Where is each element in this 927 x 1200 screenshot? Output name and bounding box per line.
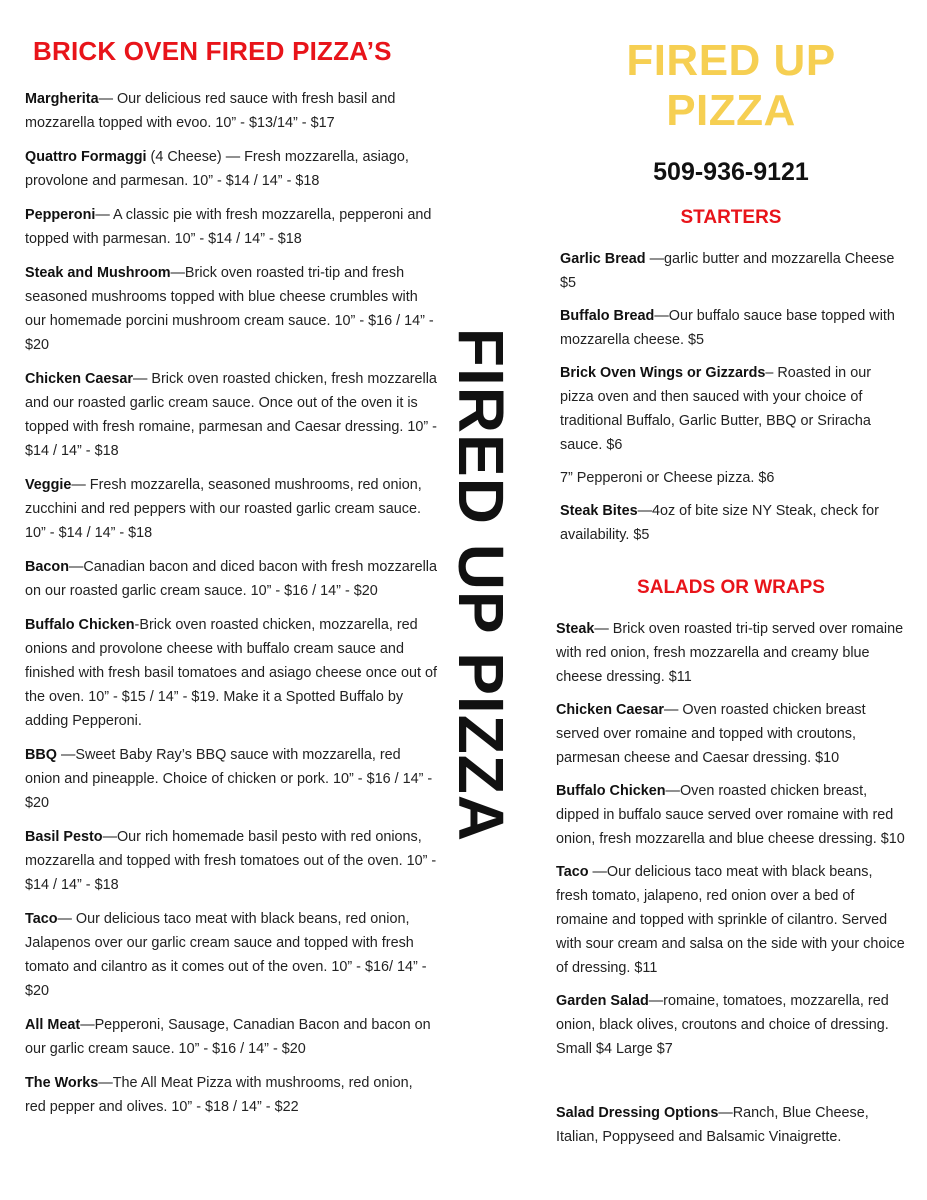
item-desc: — Our delicious red sauce with fresh basil and mozzarella topped with evoo. 10” - $13/14” - $17: [25, 91, 396, 131]
item-name: Chicken Caesar: [556, 702, 664, 718]
item-name: The Works: [25, 1075, 99, 1091]
menu-item-steak-mushroom: [25, 261, 437, 357]
item-desc: —4oz of bite size NY Steak, check for availability. $5: [560, 503, 879, 543]
item-name: Taco: [556, 864, 589, 880]
item-name: Margherita: [25, 91, 99, 107]
menu-item-veggie: [25, 473, 437, 545]
item-name: Basil Pesto: [25, 829, 103, 845]
item-name: Buffalo Chicken: [556, 783, 666, 799]
menu-item-margherita: [25, 87, 437, 135]
starter-buffalo-bread: [560, 304, 906, 352]
item-desc: — Brick oven roasted tri-tip served over romaine with red onion, fresh mozzarella and creamy blue cheese dressing. $11: [556, 621, 904, 685]
item-desc: —The All Meat Pizza with mushrooms, red onion, red pepper and olives. 10” - $18 / 14” - $22: [25, 1075, 413, 1115]
item-desc: —Our rich homemade basil pesto with red onions, mozzarella and topped with fresh tomatoes out of the oven. 10” - $14 / 14” - $18: [25, 829, 437, 893]
menu-item-buffalo-chicken: [25, 613, 437, 733]
salad-chicken-caesar: [556, 698, 906, 770]
item-desc: — A classic pie with fresh mozzarella, pepperoni and topped with parmesan. 10” - $14 / 14” - $18: [25, 207, 432, 247]
menu-item-bbq: [25, 743, 437, 815]
item-name: Bacon: [25, 559, 69, 575]
menu-item-quattro-formaggi: [25, 145, 437, 193]
item-name: Pepperoni: [25, 207, 96, 223]
item-name: Garden Salad: [556, 993, 649, 1009]
item-desc: —Sweet Baby Ray’s BBQ sauce with mozzarella, red onion and pineapple. Choice of chicken or pork. 10” - $16 / 14” - $20: [25, 747, 433, 811]
item-name: Brick Oven Wings or Gizzards: [560, 365, 766, 381]
item-name: BBQ: [25, 747, 57, 763]
item-name: All Meat: [25, 1017, 81, 1033]
salads-title: SALADS OR WRAPS: [637, 577, 825, 598]
item-desc: — Fresh mozzarella, seasoned mushrooms, red onion, zucchini and red peppers with our roasted garlic cream sauce. 10” - $14 / 14” - $18: [25, 477, 422, 541]
menu-item-bacon: [25, 555, 437, 603]
item-name: Buffalo Chicken: [25, 617, 135, 633]
salad-buffalo-chicken: [556, 779, 906, 851]
item-desc: —romaine, tomatoes, mozzarella, red onion, black olives, croutons and choice of dressing. Small $4 Large $7: [556, 993, 889, 1057]
pizza-menu-column: [25, 36, 437, 1119]
menu-item-all-meat: [25, 1013, 437, 1061]
pizza-section-title: BRICK OVEN FIRED PIZZA’S: [33, 36, 392, 66]
item-name: Chicken Caesar: [25, 371, 133, 387]
item-desc: —Our delicious taco meat with black beans, fresh tomato, jalapeno, red onion over a bed of romaine and topped with sprinkle of cilantro. Served with sour cream and salsa on the side with your choice of dressing. $11: [556, 864, 905, 976]
item-desc: 7” Pepperoni or Cheese pizza. $6: [560, 470, 775, 486]
starter-garlic-bread: [560, 247, 906, 295]
item-desc: – Roasted in our pizza oven and then sauced with your choice of traditional Buffalo, Garlic Butter, BBQ or Sriracha sauce. $6: [560, 365, 871, 453]
item-name: Garlic Bread: [560, 251, 646, 267]
brand-title: FIRED UP PIZZA: [626, 36, 836, 135]
vertical-brand-text: FIRED UP PIZZA: [445, 327, 517, 843]
menu-item-basil-pesto: [25, 825, 437, 897]
item-desc: —garlic butter and mozzarella Cheese $5: [560, 251, 895, 291]
salad-garden: [556, 989, 906, 1061]
item-desc: —Pepperoni, Sausage, Canadian Bacon and bacon on our garlic cream sauce. 10” - $16 / 14” - $20: [25, 1017, 431, 1057]
item-name: Quattro Formaggi: [25, 149, 147, 165]
item-name: Taco: [25, 911, 58, 927]
item-name: Steak and Mushroom: [25, 265, 171, 281]
menu-item-pepperoni: [25, 203, 437, 251]
item-desc: —Brick oven roasted tri-tip and fresh seasoned mushrooms topped with blue cheese crumbles with our homemade porcini mushroom cream sauce. 10” - $16 / 14” - $20: [25, 265, 434, 353]
starters-title: STARTERS: [680, 207, 782, 228]
menu-item-taco: [25, 907, 437, 1003]
item-name: Salad Dressing Options: [556, 1105, 719, 1121]
vertical-brand-title: [440, 327, 522, 843]
item-name: Steak Bites: [560, 503, 638, 519]
phone-number: 509-936-9121: [653, 158, 809, 186]
item-desc: —Canadian bacon and diced bacon with fresh mozzarella on our roasted garlic cream sauce. 10” - $16 / 14” - $20: [25, 559, 437, 599]
item-name: Buffalo Bread: [560, 308, 655, 324]
menu-item-the-works: [25, 1071, 437, 1119]
starter-wings-gizzards: [560, 361, 906, 457]
item-desc: -Brick oven roasted chicken, mozzarella, red onions and provolone cheese with buffalo cream sauce and finished with fresh basil tomatoes and asiago cheese once out of the oven. 10” - $15 / 14” - $19. Make it a Spotted Buffalo by adding Pepperoni.: [25, 617, 437, 729]
item-desc: —Our buffalo sauce base topped with mozzarella cheese. $5: [560, 308, 895, 348]
starter-steak-bites: [560, 499, 906, 547]
menu-item-chicken-caesar: [25, 367, 437, 463]
salad-taco: [556, 860, 906, 980]
item-desc: (4 Cheese) — Fresh mozzarella, asiago, provolone and parmesan. 10” - $14 / 14” - $18: [25, 149, 409, 189]
item-desc: — Brick oven roasted chicken, fresh mozzarella and our roasted garlic cream sauce. Once out of the oven it is topped with fresh romaine, parmesan and Caesar dressing. 10” - $14 / 14” - $18: [25, 371, 437, 459]
item-name: Steak: [556, 621, 595, 637]
item-name: Veggie: [25, 477, 72, 493]
starter-7-inch-pizza: [560, 466, 906, 490]
salad-dressing-options: [556, 1101, 906, 1149]
item-desc: —Oven roasted chicken breast, dipped in buffalo sauce served over romaine with red onion, fresh mozzarella and blue cheese dressing. $10: [556, 783, 905, 847]
salad-steak: [556, 617, 906, 689]
item-desc: — Our delicious taco meat with black beans, red onion, Jalapenos over our garlic cream sauce and topped with fresh tomato and cilantro as it comes out of the oven. 10” - $16/ 14” - $20: [25, 911, 427, 999]
item-desc: — Oven roasted chicken breast served over romaine and topped with croutons, parmesan cheese and Caesar dressing. $10: [556, 702, 866, 766]
starters-salads-column: [556, 36, 906, 1149]
item-desc: —Ranch, Blue Cheese, Italian, Poppyseed and Balsamic Vinaigrette.: [556, 1105, 869, 1145]
